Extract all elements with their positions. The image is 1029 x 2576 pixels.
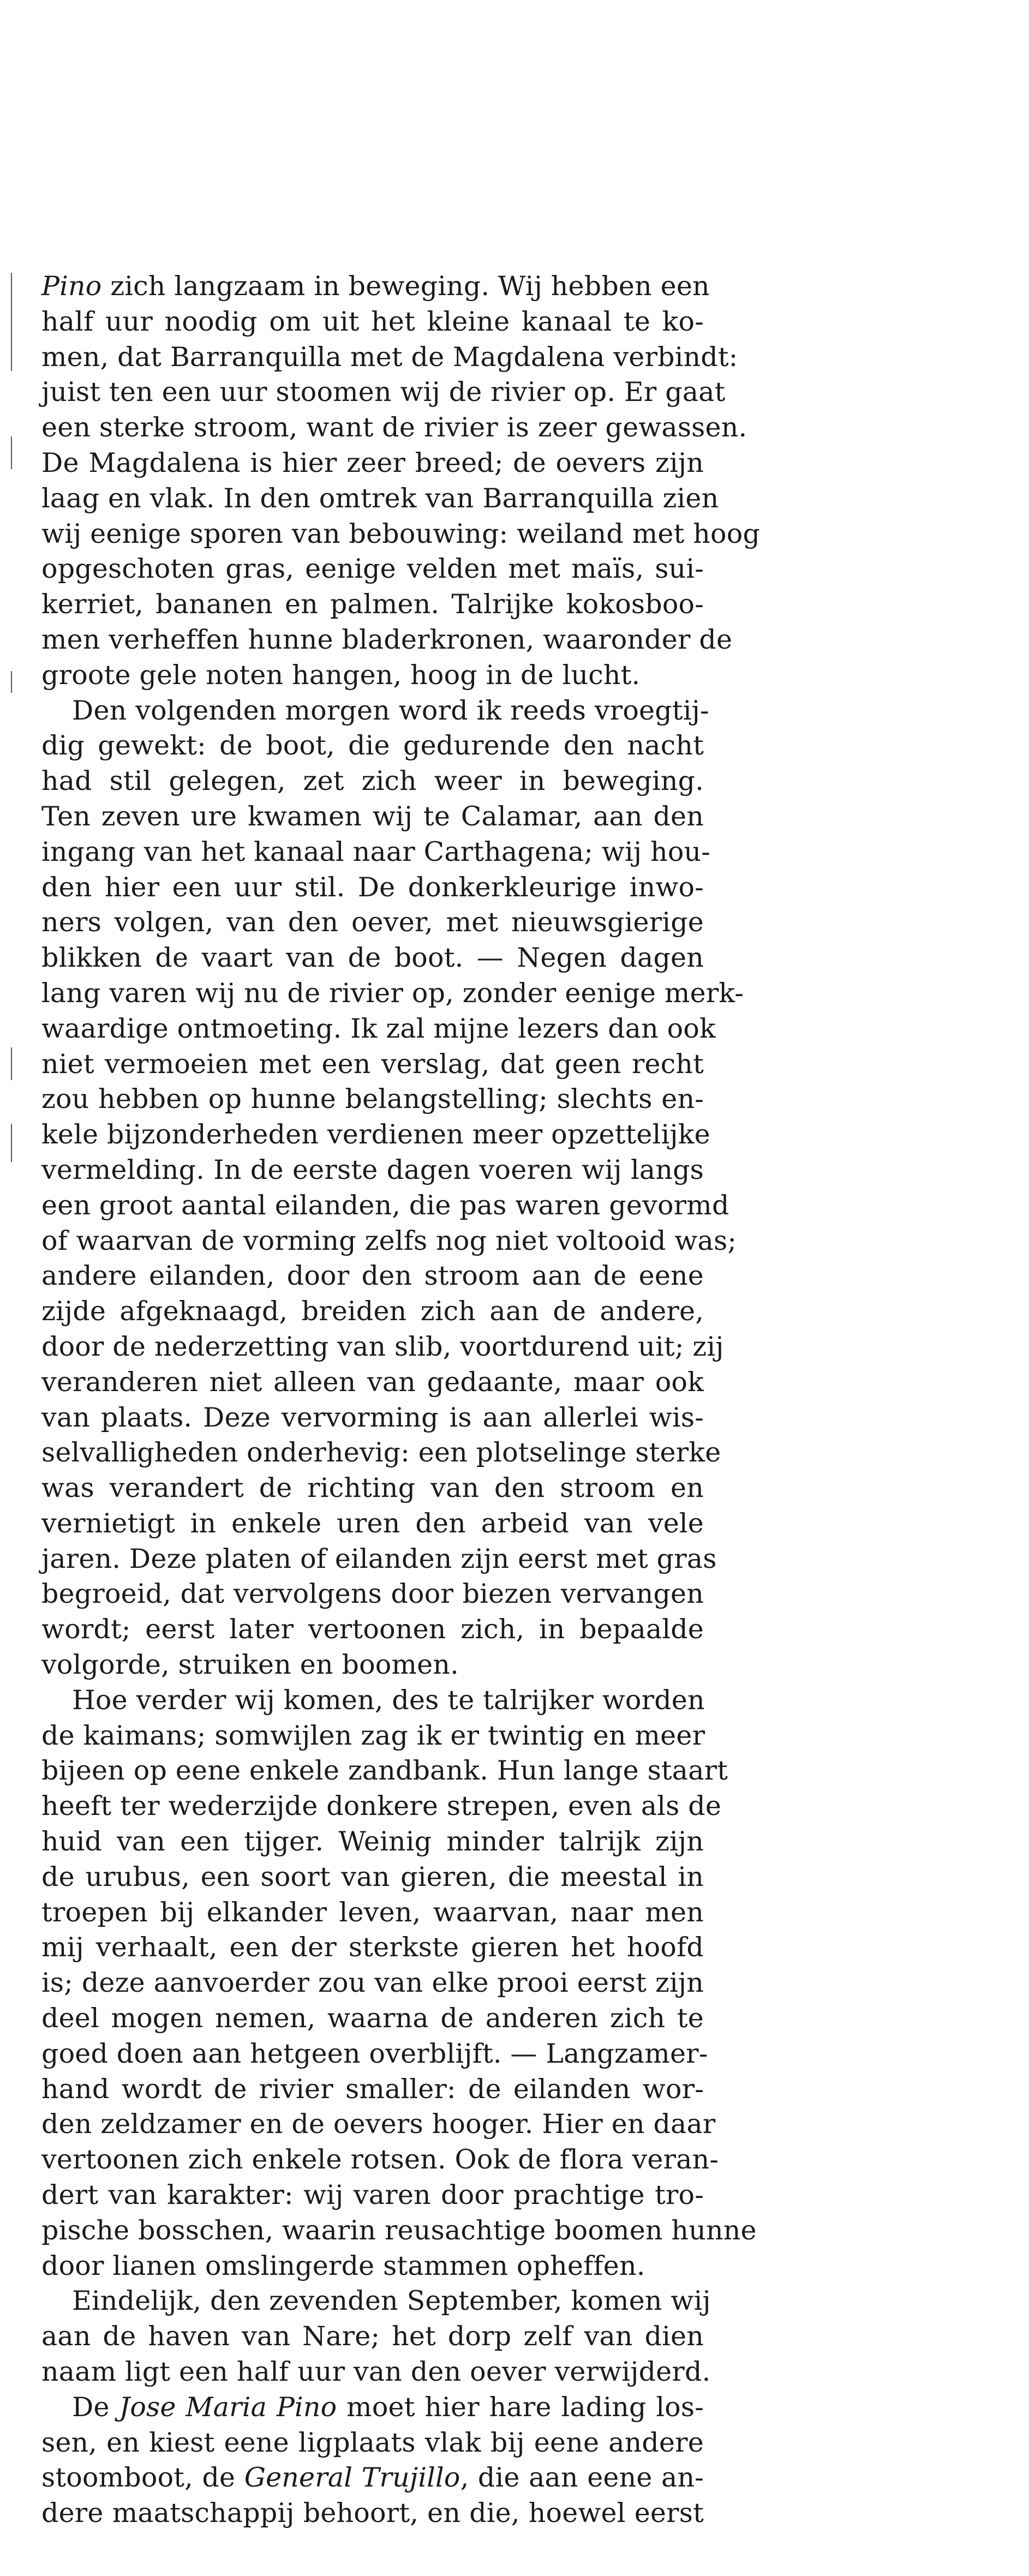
- text-run: is; deze aanvoerder zou van elke prooi eerst zijn: [41, 1967, 704, 1999]
- text-run: door de nederzetting van slib, voortdurend uit; zij: [41, 1331, 724, 1362]
- text-run: laag en vlak. In den omtrek van Barranquilla zien: [41, 482, 719, 514]
- text-line: [41, 1188, 729, 1224]
- text-run: moet hier hare lading los-: [337, 2391, 704, 2423]
- text-run: Ten zeven ure kwamen wij te Calamar, aan den: [41, 800, 704, 832]
- text-line: [41, 1047, 704, 1082]
- text-line: [41, 552, 704, 587]
- text-run: , die aan eene an-: [460, 2462, 704, 2494]
- text-line: [41, 2178, 704, 2213]
- text-line: [41, 375, 726, 410]
- text-line: [41, 2319, 704, 2355]
- text-column: [41, 269, 761, 2531]
- text-line: [41, 976, 744, 1011]
- text-run: den hier een uur stil. De donkerkleurige inwo-: [41, 871, 704, 903]
- text-run: huid van een tijger. Weinig minder talrijk zijn: [41, 1826, 704, 1858]
- text-run: een groot aantal eilanden, die pas waren gevormd: [41, 1189, 729, 1221]
- text-run: De: [72, 2391, 119, 2423]
- text-run: wordt; eerst later vertoonen zich, in bepaalde: [41, 1614, 704, 1645]
- text-run: lang varen wij nu de rivier op, zonder eenige merk-: [41, 977, 744, 1009]
- text-line: [41, 1365, 704, 1400]
- text-line: [41, 1471, 704, 1506]
- text-line: [41, 1753, 728, 1789]
- text-run: veranderen niet alleen van gedaante, maar ook: [41, 1366, 704, 1398]
- text-run: had stil gelegen, zet zich weer in beweging.: [41, 765, 704, 797]
- text-line: [41, 1930, 704, 1966]
- text-run: vertoonen zich enkele rotsen. Ook de flora veran-: [41, 2144, 719, 2176]
- text-line: [41, 1648, 704, 1683]
- margin-mark: [11, 671, 12, 693]
- text-line: [41, 1506, 704, 1542]
- text-run: deel mogen nemen, waarna de anderen zich te: [41, 2003, 704, 2034]
- text-run: groote gele noten hangen, hoog in de lucht.: [41, 659, 641, 691]
- text-run: de urubus, een soort van gieren, die meestal in: [41, 1861, 704, 1892]
- text-line: [41, 410, 747, 446]
- text-line: [41, 1400, 704, 1436]
- text-run: wij eenige sporen van bebouwing: weiland met hoog: [41, 518, 761, 549]
- text-run: heeft ter wederzijde donkere strepen, even als de: [41, 1790, 722, 1822]
- text-run: hand wordt de rivier smaller: de eilanden wor-: [41, 2073, 704, 2105]
- text-line: [41, 1259, 704, 1294]
- text-run: men, dat Barranquilla met de Magdalena verbindt:: [41, 341, 738, 373]
- text-line: [41, 2355, 711, 2390]
- text-run: selvalligheden onderhevig: een plotselinge sterke: [41, 1437, 721, 1469]
- text-line: [41, 693, 709, 729]
- italic-phrase: General Trujillo: [244, 2462, 460, 2494]
- text-line: [41, 2142, 719, 2178]
- text-run: jaren. Deze platen of eilanden zijn eerst met gras: [41, 1543, 717, 1574]
- text-run: opgeschoten gras, eenige velden met maïs, sui-: [41, 553, 704, 585]
- text-line: [41, 1011, 716, 1047]
- text-line: [41, 2496, 704, 2531]
- text-run: goed doen aan hetgeen overblijft. — Langzamer-: [41, 2038, 708, 2069]
- text-line: [41, 2249, 704, 2284]
- text-line: [41, 1224, 737, 1259]
- text-line: [41, 835, 711, 870]
- text-run: stoomboot, de: [41, 2462, 244, 2494]
- text-run: niet vermoeien met een verslag, dat geen recht: [41, 1048, 704, 1080]
- text-line: [41, 1824, 704, 1860]
- text-line: [41, 2036, 708, 2072]
- text-line: [41, 481, 719, 517]
- text-run: Den volgenden morgen word ik reeds vroegtij-: [72, 694, 709, 726]
- text-run: kerriet, bananen en palmen. Talrijke kokosboo-: [41, 589, 704, 620]
- text-run: Eindelijk, den zevenden September, komen wij: [72, 2285, 711, 2317]
- text-line: [41, 587, 704, 622]
- text-line: [41, 1542, 717, 1577]
- text-run: van plaats. Deze vervorming is aan allerlei wis-: [41, 1401, 704, 1433]
- text-run: vermelding. In de eerste dagen voeren wij langs: [41, 1154, 704, 1185]
- text-run: kele bijzonderheden verdienen meer opzettelijke: [41, 1119, 710, 1151]
- text-line: [41, 1683, 704, 1718]
- text-line: [41, 2001, 704, 2036]
- paragraph: [41, 1683, 757, 2284]
- paragraph: [41, 2284, 711, 2389]
- margin-mark: [11, 1047, 12, 1080]
- text-line: [41, 340, 738, 375]
- text-line: [41, 269, 710, 304]
- text-run: andere eilanden, door den stroom aan de eene: [41, 1260, 704, 1292]
- text-run: half uur noodig om uit het kleine kanaal te ko-: [41, 305, 704, 337]
- text-line: [41, 304, 704, 340]
- text-run: zou hebben op hunne belangstelling; slechts en-: [41, 1083, 704, 1115]
- text-run: Hoe verder wij komen, des te talrijker worden: [72, 1684, 705, 1716]
- text-run: vernietigt in enkele uren den arbeid van vele: [41, 1507, 704, 1539]
- margin-mark: [11, 273, 12, 371]
- text-run: dig gewekt: de boot, die gedurende den nacht: [41, 730, 704, 762]
- paragraph: [41, 2390, 704, 2531]
- text-run: begroeid, dat vervolgens door biezen vervangen: [41, 1578, 704, 1610]
- text-line: [41, 799, 704, 835]
- text-line: [41, 658, 704, 693]
- text-line: [41, 2460, 704, 2496]
- text-run: pische bosschen, waarin reusachtige boomen hunne: [41, 2214, 757, 2246]
- text-run: of waarvan de vorming zelfs nog niet voltooid was;: [41, 1225, 737, 1256]
- text-run: troepen bij elkander leven, waarvan, naar men: [41, 1896, 704, 1928]
- text-run: blikken de vaart van de boot. — Negen dagen: [41, 942, 704, 974]
- text-run: ners volgen, van den oever, met nieuwsgierige: [41, 907, 704, 938]
- text-line: [41, 870, 704, 906]
- margin-mark: [11, 1124, 12, 1162]
- text-line: [41, 1294, 704, 1329]
- text-run: aan de haven van Nare; het dorp zelf van dien: [41, 2321, 704, 2352]
- text-line: [41, 1577, 704, 1612]
- text-line: [41, 1789, 722, 1824]
- text-run: naam ligt een half uur van den oever verwijderd.: [41, 2356, 711, 2388]
- text-run: volgorde, struiken en boomen.: [41, 1649, 459, 1681]
- text-line: [41, 446, 704, 481]
- text-run: dere maatschappij behoort, en die, hoewel eerst: [41, 2497, 704, 2529]
- text-line: [41, 2213, 757, 2249]
- margin-mark: [11, 436, 12, 469]
- text-line: [41, 2284, 711, 2319]
- text-line: [41, 1860, 704, 1895]
- text-line: [41, 2072, 704, 2107]
- text-line: [41, 1612, 704, 1648]
- text-line: [41, 940, 704, 976]
- text-line: [41, 1966, 704, 2001]
- text-line: [41, 764, 704, 799]
- text-line: [41, 905, 704, 940]
- text-run: ingang van het kanaal naar Carthagena; wij hou-: [41, 836, 711, 867]
- text-line: [41, 1329, 724, 1365]
- text-run: sen, en kiest eene ligplaats vlak bij eene andere: [41, 2427, 704, 2458]
- text-line: [41, 1117, 710, 1153]
- text-run: dert van karakter: wij varen door prachtige tro-: [41, 2179, 704, 2211]
- text-run: bijeen op eene enkele zandbank. Hun lange staart: [41, 1755, 728, 1787]
- text-line: [41, 2425, 704, 2461]
- text-run: door lianen omslingerde stammen opheffen.: [41, 2250, 645, 2281]
- text-run: zijde afgeknaagd, breiden zich aan de andere,: [41, 1296, 704, 1327]
- paragraph: [41, 269, 761, 693]
- text-run: mij verhaalt, een der sterkste gieren het hoofd: [41, 1932, 704, 1963]
- text-run: was verandert de richting van den stroom en: [41, 1472, 704, 1504]
- text-run: een sterke stroom, want de rivier is zeer gewassen.: [41, 412, 747, 444]
- text-line: [41, 622, 733, 658]
- text-line: [41, 1082, 704, 1117]
- text-line: [41, 1718, 704, 1754]
- text-line: [41, 2107, 716, 2142]
- text-run: De Magdalena is hier zeer breed; de oevers zijn: [41, 447, 704, 478]
- text-run: zich langzaam in beweging. Wij hebben een: [101, 271, 710, 302]
- text-run: de kaimans; somwijlen zag ik er twintig en meer: [41, 1720, 705, 1751]
- italic-phrase: Pino: [41, 271, 102, 302]
- text-run: juist ten een uur stoomen wij de rivier op. Er gaat: [41, 376, 726, 408]
- text-line: [41, 517, 761, 552]
- text-run: den zeldzamer en de oevers hooger. Hier en daar: [41, 2108, 716, 2140]
- text-line: [41, 2390, 704, 2425]
- text-line: [41, 1435, 721, 1471]
- paragraph: [41, 693, 744, 1683]
- text-run: men verheffen hunne bladerkronen, waaronder de: [41, 624, 733, 655]
- italic-phrase: Jose Maria Pino: [119, 2391, 337, 2423]
- text-line: [41, 1895, 704, 1931]
- text-run: waardige ontmoeting. Ik zal mijne lezers dan ook: [41, 1013, 716, 1044]
- text-line: [41, 1153, 704, 1188]
- text-line: [41, 728, 704, 764]
